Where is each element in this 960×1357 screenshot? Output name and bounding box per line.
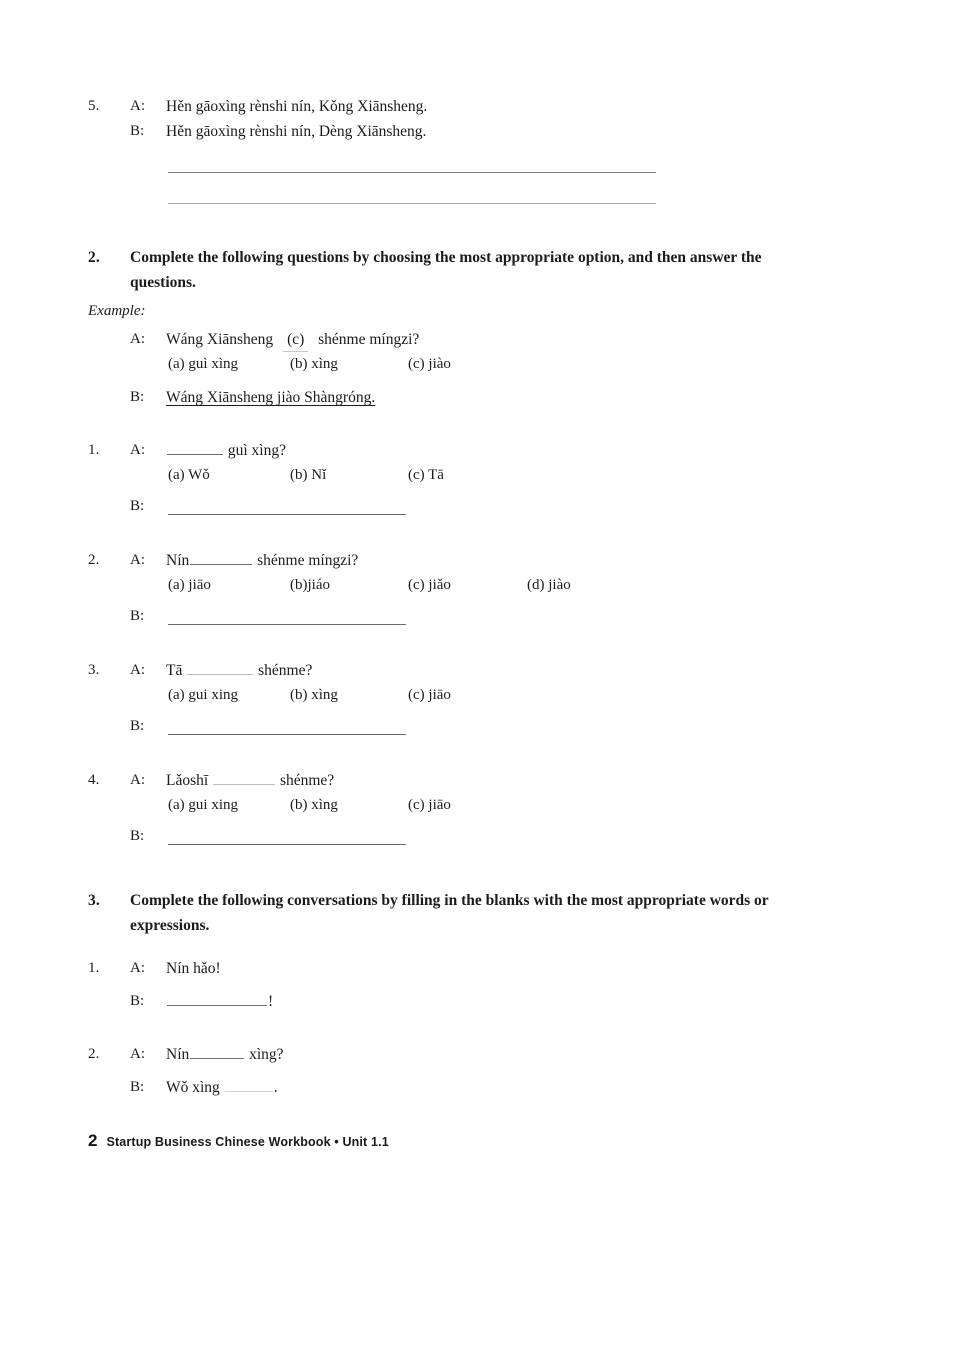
fill-in-blank[interactable] [190, 1043, 244, 1059]
item-number: 5. [88, 98, 100, 114]
carryover-item-5-line-a [88, 95, 427, 118]
option-c[interactable]: (c) jiāo [408, 687, 451, 703]
speaker-label: B: [130, 498, 145, 514]
example-prompt-line [88, 328, 419, 352]
speaker-label: B: [130, 123, 145, 139]
s2-item-2-answer [88, 605, 166, 628]
option-c[interactable]: (c) Tā [408, 467, 444, 483]
answer-rule-1[interactable] [168, 172, 656, 173]
s2-item-3-prompt [88, 659, 312, 682]
option-c[interactable]: (c) jiāo [408, 797, 451, 813]
s2-item-4-answer-rule[interactable] [168, 844, 406, 845]
line-after-text: xìng? [249, 1046, 284, 1063]
option-b[interactable]: (b) Nǐ [290, 467, 327, 483]
s2-item-1-options [168, 464, 588, 486]
prompt-before-text: Nín [166, 552, 190, 569]
option-b[interactable]: (b)jiáo [290, 577, 330, 593]
option-a[interactable]: (a) Wǒ [168, 467, 210, 483]
prompt-after-text: guì xìng? [227, 442, 286, 459]
fill-in-blank[interactable] [225, 1076, 273, 1092]
speaker-label: B: [130, 828, 145, 844]
s3-item-1-line-a [88, 957, 221, 980]
utterance-text: Hěn gāoxìng rènshi nín, Kǒng Xiānsheng. [166, 98, 428, 115]
item-number: 2. [88, 1046, 100, 1062]
option-b[interactable]: (b) xìng [290, 687, 338, 703]
prompt-after-text: shénme? [258, 662, 313, 679]
page-number: 2 [88, 1131, 98, 1150]
line-before-text: Wǒ xìng [166, 1079, 220, 1096]
item-number: 3. [88, 662, 100, 678]
example-answer-text: Wáng Xiānsheng jiào Shàngróng. [166, 389, 376, 406]
example-prompt-text [166, 328, 419, 352]
example-filled-choice: (c) [283, 328, 308, 352]
line-after-text: . [273, 1079, 278, 1096]
option-a[interactable]: (a) gui xing [168, 687, 238, 703]
speaker-label: A: [130, 331, 145, 347]
utterance-text [166, 1043, 284, 1066]
item-number: 4. [88, 772, 100, 788]
s2-item-1-prompt [88, 439, 286, 462]
s2-item-4-prompt [88, 769, 334, 792]
speaker-label: B: [130, 1079, 145, 1095]
prompt-text [166, 659, 312, 682]
prompt-after-text: shénme míngzi? [318, 331, 420, 348]
s3-item-2-line-a [88, 1043, 284, 1066]
speaker-label: A: [130, 442, 145, 458]
s2-item-2-answer-rule[interactable] [168, 624, 406, 625]
item-number: 2. [88, 552, 100, 568]
fill-in-blank[interactable] [190, 549, 252, 565]
speaker-label: A: [130, 1046, 145, 1062]
section-number: 3. [88, 892, 100, 909]
utterance-text [166, 1076, 278, 1099]
section-2-heading [88, 245, 830, 295]
example-label: Example: [88, 303, 146, 319]
item-number: 1. [88, 960, 100, 976]
section-heading-text: Complete the following conversations by filling in the blanks with the most appropriate words or expressions. [130, 892, 769, 934]
section-number: 2. [88, 249, 100, 266]
prompt-text [166, 769, 334, 792]
speaker-label: A: [130, 662, 145, 678]
example-answer-line [88, 386, 375, 409]
s3-item-2-line-b [88, 1076, 278, 1099]
footer-book-title: Startup Business Chinese Workbook • Unit 1.1 [106, 1135, 389, 1149]
answer-rule-2[interactable] [168, 203, 656, 204]
fill-in-blank[interactable] [213, 769, 275, 785]
prompt-text [166, 439, 286, 462]
fill-in-blank[interactable] [187, 659, 253, 675]
prompt-before-text: Lǎoshī [166, 772, 209, 789]
s2-item-3-answer-rule[interactable] [168, 734, 406, 735]
speaker-label: A: [130, 772, 145, 788]
option-c[interactable]: (c) jiào [408, 356, 451, 372]
speaker-label: B: [130, 608, 145, 624]
utterance-text: Hěn gāoxìng rènshi nín, Dèng Xiānsheng. [166, 123, 427, 140]
prompt-before-text: Wáng Xiānsheng [166, 331, 274, 348]
utterance-text: Nín hǎo! [166, 960, 221, 977]
speaker-label: B: [130, 718, 145, 734]
option-b[interactable]: (b) xìng [290, 356, 338, 372]
option-b[interactable]: (b) xìng [290, 797, 338, 813]
example-options-row [168, 353, 588, 375]
s2-item-1-answer-rule[interactable] [168, 514, 406, 515]
s3-item-1-line-b [88, 990, 273, 1013]
speaker-label: B: [130, 993, 145, 1009]
section-heading-text: Complete the following questions by choosing the most appropriate option, and then answer the questions. [130, 249, 762, 291]
s2-item-1-answer [88, 495, 166, 518]
section-3-heading [88, 888, 830, 938]
fill-in-blank[interactable] [167, 439, 223, 455]
fill-in-blank[interactable] [167, 990, 267, 1006]
s2-item-2-options [168, 574, 628, 596]
prompt-after-text: shénme míngzi? [257, 552, 359, 569]
option-d[interactable]: (d) jiào [527, 577, 571, 593]
s2-item-3-options [168, 684, 588, 706]
speaker-label: B: [130, 389, 145, 405]
prompt-text [166, 549, 358, 572]
carryover-item-5-line-b [88, 120, 426, 143]
option-a[interactable]: (a) jiāo [168, 577, 211, 593]
s2-item-4-answer [88, 825, 166, 848]
option-a[interactable]: (a) guì xìng [168, 356, 238, 372]
s2-item-2-prompt [88, 549, 358, 572]
speaker-label: A: [130, 98, 145, 114]
item-number: 1. [88, 442, 100, 458]
speaker-label: A: [130, 960, 145, 976]
prompt-before-text: Tā [166, 662, 183, 679]
speaker-label: A: [130, 552, 145, 568]
s2-item-4-options [168, 794, 588, 816]
prompt-after-text: shénme? [279, 772, 335, 789]
option-c[interactable]: (c) jiǎo [408, 577, 451, 593]
option-a[interactable]: (a) gui xing [168, 797, 238, 813]
s2-item-3-answer [88, 715, 166, 738]
page-footer [88, 1131, 389, 1151]
line-after-text: ! [268, 993, 274, 1010]
line-before-text: Nín [166, 1046, 190, 1063]
utterance-text [166, 990, 273, 1013]
